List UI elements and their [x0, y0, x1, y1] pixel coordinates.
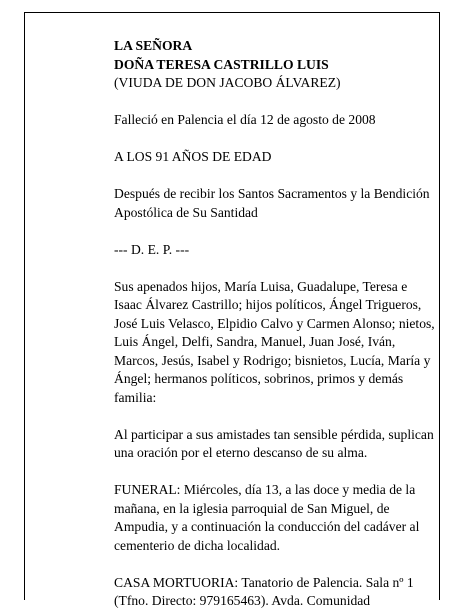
header-name: DOÑA TERESA CASTRILLO LUIS	[114, 56, 329, 72]
sacraments-line: Después de recibir los Santos Sacramentos y la Bendición Apostólica de Su Santidad	[114, 186, 430, 220]
obituary-text	[114, 37, 436, 611]
header-title: LA SEÑORA	[114, 38, 193, 53]
funeral-details: FUNERAL: Miércoles, día 13, a las doce y media de la mañana, en la iglesia parroquial de San Miguel, de Ampudia, y a continuación la conducción del cadáver al cementerio de dicha localidad.	[114, 482, 420, 553]
header-widow-of: (VIUDA DE DON JACOBO ÁLVAREZ)	[114, 75, 341, 90]
prayer-request: Al participar a sus amistades tan sensible pérdida, suplican una oración por el eterno descanso de su alma.	[114, 426, 434, 460]
family-paragraph: Sus apenados hijos, María Luisa, Guadalupe, Teresa e Isaac Álvarez Castrillo; hijos políticos, Ángel Trigueros, José Luis Velasco, Elpidio Calvo y Carmen Alonso; nietos, Luis Ángel, Delfi, Sandra, Manuel, Juan José, Iván, Marcos, Jesús, Isabel y Rodrigo; bisnietos, Lucía, María y Ángel; hermanos políticos, sobrinos, primos y demás familia:	[114, 278, 435, 405]
rip-line: --- D. E. P. ---	[114, 241, 190, 257]
death-notice: Falleció en Palencia el día 12 de agosto de 2008	[114, 112, 376, 127]
age-line: A LOS 91 AÑOS DE EDAD	[114, 149, 272, 164]
casa-mortuoria-details: CASA MORTUORIA: Tanatorio de Palencia. Sala nº 1 (Tfno. Directo: 979165463). Avda. Comunidad	[114, 574, 414, 608]
